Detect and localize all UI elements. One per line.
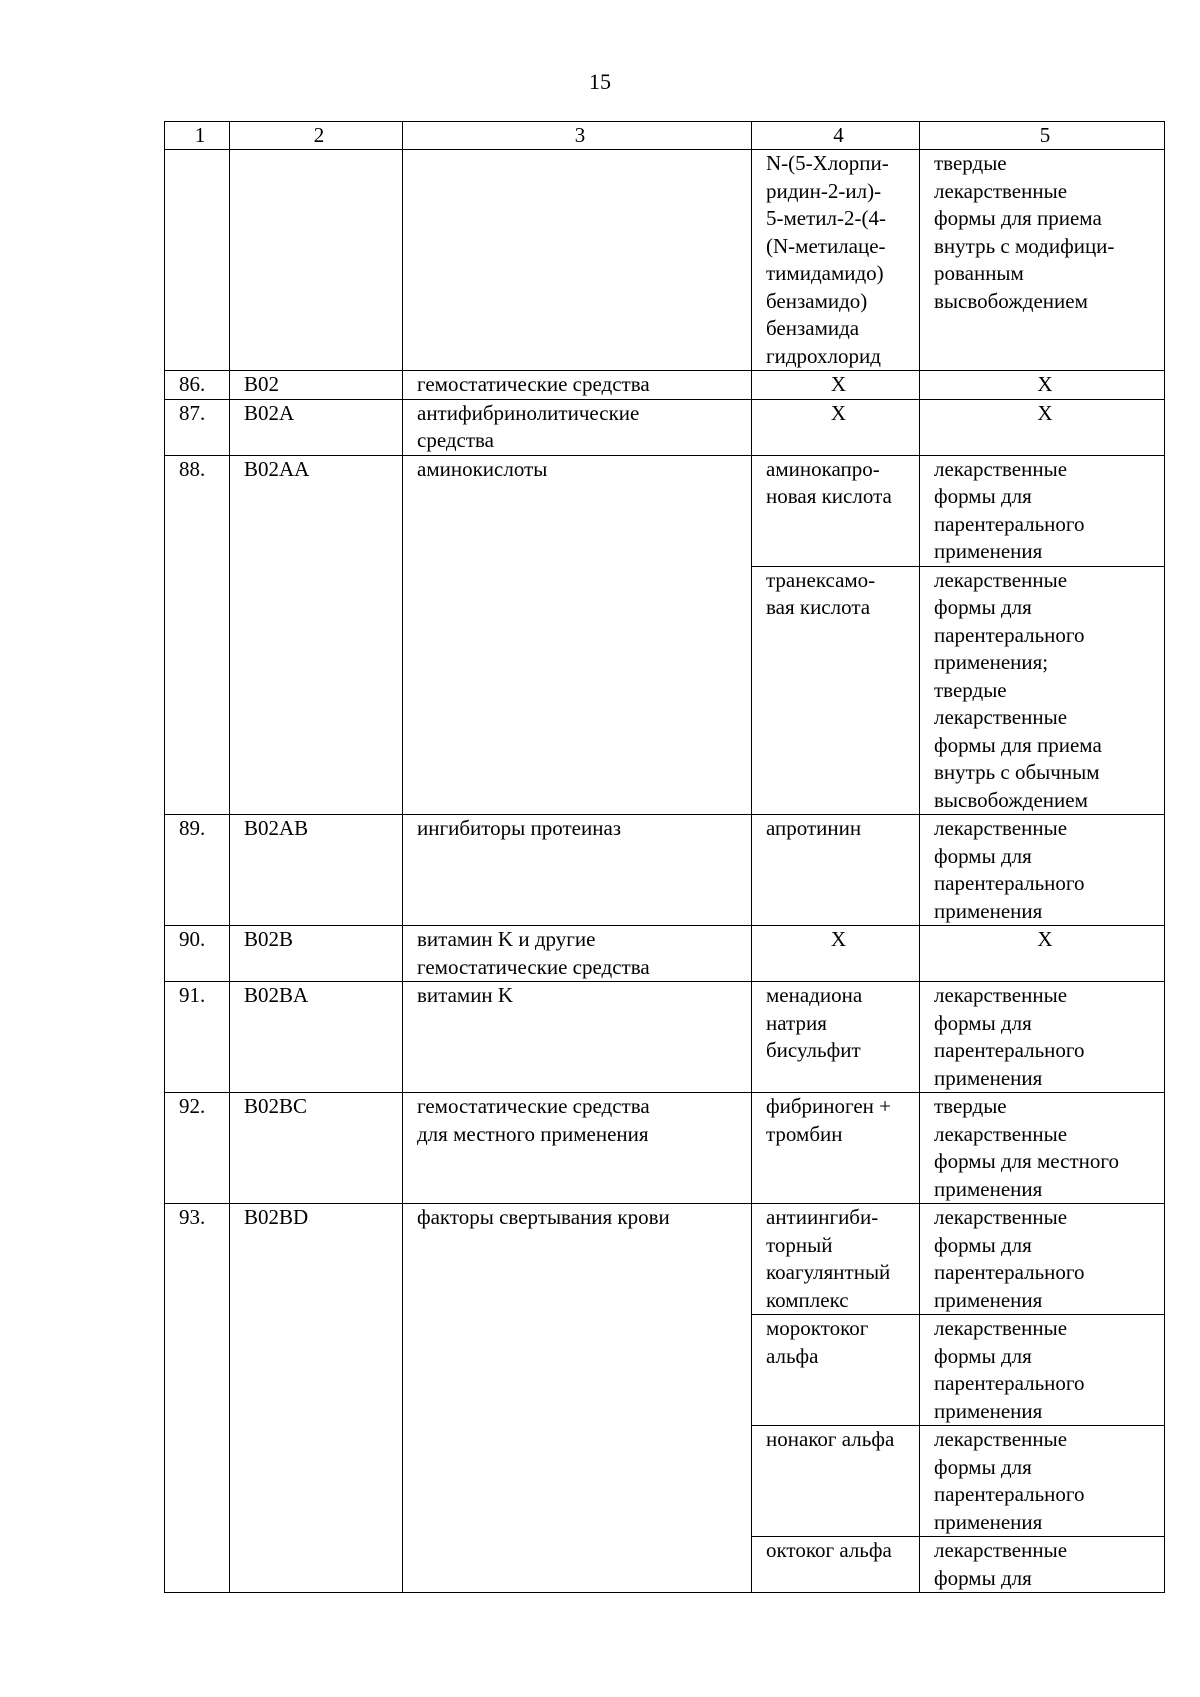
table-header-row	[165, 122, 1165, 150]
dosage-form-cell: лекарственные формы для	[920, 1537, 1165, 1593]
table-row	[165, 1093, 1165, 1204]
atc-code-cell	[230, 150, 403, 371]
dosage-form-cell: лекарственные формы для парентерального применения	[920, 1204, 1165, 1315]
atc-code-cell: B02AB	[230, 815, 403, 926]
atc-code-cell: B02B	[230, 926, 403, 982]
group-name-cell: факторы свертывания крови	[403, 1204, 752, 1593]
dosage-form-cell: лекарственные формы для парентерального применения	[920, 982, 1165, 1093]
drug-name-cell: октоког альфа	[752, 1537, 920, 1593]
drug-name-cell: X	[752, 926, 920, 982]
header-col-5: 5	[920, 122, 1165, 150]
group-name-cell: гемостатические средства	[403, 371, 752, 400]
atc-code-cell: B02AA	[230, 455, 403, 815]
table-row	[165, 371, 1165, 400]
drug-name-cell: транексамо- вая кислота	[752, 566, 920, 815]
dosage-form-cell: твердые лекарственные формы для местного применения	[920, 1093, 1165, 1204]
dosage-form-cell: лекарственные формы для парентерального применения	[920, 455, 1165, 566]
group-name-cell: гемостатические средства для местного применения	[403, 1093, 752, 1204]
header-col-2: 2	[230, 122, 403, 150]
row-number-cell: 93.	[165, 1204, 230, 1593]
atc-code-cell: B02A	[230, 399, 403, 455]
atc-code-cell: B02	[230, 371, 403, 400]
atc-code-cell: B02BC	[230, 1093, 403, 1204]
dosage-form-cell: твердые лекарственные формы для приема внутрь с модифици- рованным высвобождением	[920, 150, 1165, 371]
drug-name-cell: антиингиби- торный коагулянтный комплекс	[752, 1204, 920, 1315]
drug-name-cell: аминокапро- новая кислота	[752, 455, 920, 566]
drug-name-cell: N-(5-Хлорпи- ридин-2-ил)- 5-метил-2-(4- (N-метилаце- тимидамидо) бензамидо) бензамида гидрохлорид	[752, 150, 920, 371]
table-row	[165, 982, 1165, 1093]
dosage-form-cell: лекарственные формы для парентерального применения; твердые лекарственные формы для приема внутрь с обычным высвобождением	[920, 566, 1165, 815]
dosage-form-cell: лекарственные формы для парентерального применения	[920, 1315, 1165, 1426]
dosage-form-cell: лекарственные формы для парентерального применения	[920, 815, 1165, 926]
table-row	[165, 1204, 1165, 1315]
row-number-cell: 88.	[165, 455, 230, 815]
page-number: 15	[589, 69, 611, 94]
table-row	[165, 399, 1165, 455]
row-number-cell: 92.	[165, 1093, 230, 1204]
dosage-form-cell: лекарственные формы для парентерального применения	[920, 1426, 1165, 1537]
group-name-cell: аминокислоты	[403, 455, 752, 815]
row-number-cell: 86.	[165, 371, 230, 400]
row-number-cell: 89.	[165, 815, 230, 926]
table-row	[165, 455, 1165, 566]
row-number-cell	[165, 150, 230, 371]
group-name-cell: антифибринолитические средства	[403, 399, 752, 455]
atc-code-cell: B02BA	[230, 982, 403, 1093]
atc-code-cell: B02BD	[230, 1204, 403, 1593]
header-col-4: 4	[752, 122, 920, 150]
header-col-1: 1	[165, 122, 230, 150]
group-name-cell	[403, 150, 752, 371]
drug-table	[164, 121, 1165, 1593]
header-col-3: 3	[403, 122, 752, 150]
drug-name-cell: апротинин	[752, 815, 920, 926]
drug-name-cell: X	[752, 371, 920, 400]
drug-name-cell: нонаког альфа	[752, 1426, 920, 1537]
table-row	[165, 926, 1165, 982]
row-number-cell: 91.	[165, 982, 230, 1093]
drug-name-cell: менадиона натрия бисульфит	[752, 982, 920, 1093]
drug-name-cell: мороктоког альфа	[752, 1315, 920, 1426]
dosage-form-cell: X	[920, 926, 1165, 982]
drug-name-cell: X	[752, 399, 920, 455]
table-row	[165, 150, 1165, 371]
row-number-cell: 87.	[165, 399, 230, 455]
group-name-cell: ингибиторы протеиназ	[403, 815, 752, 926]
group-name-cell: витамин K и другие гемостатические средства	[403, 926, 752, 982]
dosage-form-cell: X	[920, 399, 1165, 455]
row-number-cell: 90.	[165, 926, 230, 982]
table-row	[165, 815, 1165, 926]
group-name-cell: витамин K	[403, 982, 752, 1093]
drug-name-cell: фибриноген + тромбин	[752, 1093, 920, 1204]
dosage-form-cell: X	[920, 371, 1165, 400]
